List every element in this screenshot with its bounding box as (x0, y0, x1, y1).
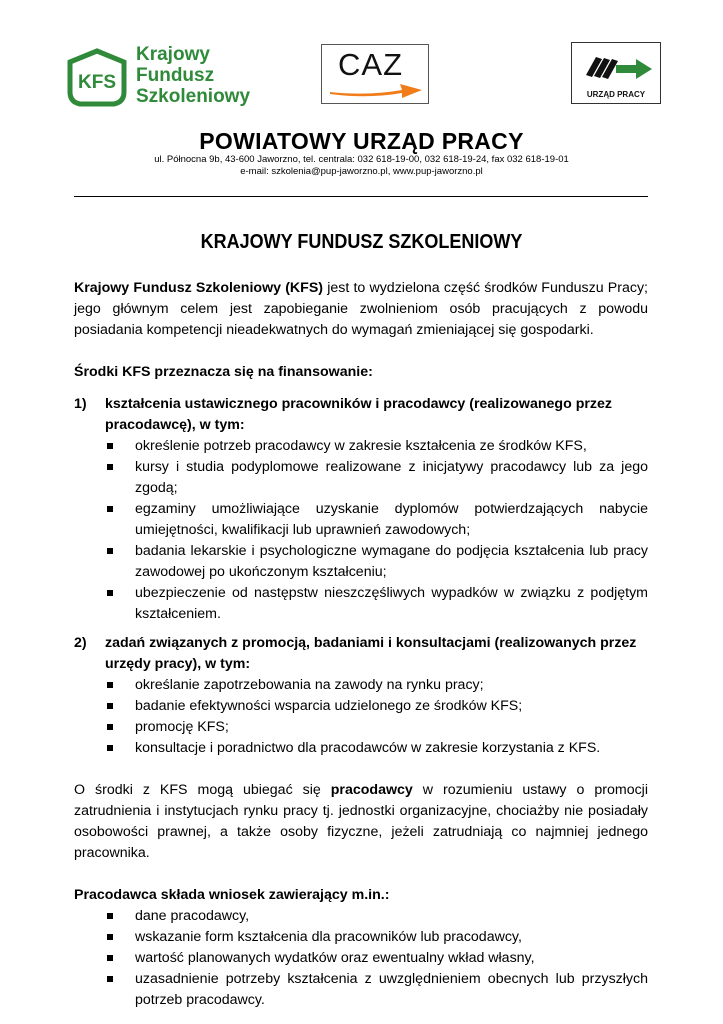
list-item: wartość planowanych wydatków oraz ewentualny wkład własny, (135, 948, 648, 969)
orange-arrow-icon (328, 81, 424, 99)
list-item: uzasadnienie potrzeby kształcenia z uwzględnieniem obecnych lub przyszłych potrzeb pracodawcy. (135, 969, 648, 1011)
list-item: badania lekarskie i psychologiczne wymagane do podjęcia kształcenia lub pracy zawodowej po ukończonym kształceniu; (135, 541, 648, 583)
document-title: KRAJOWY FUNDUSZ SZKOLENIOWY (200, 231, 523, 253)
office-title: POWIATOWY URZĄD PRACY (199, 128, 524, 154)
section-1-number: 1) (74, 396, 87, 412)
eligibility-before: O środki z KFS mogą ubiegać się (74, 782, 331, 798)
list-item: ubezpieczenie od następstw nieszczęśliwych wypadków w związku z podjętym kształceniem. (135, 583, 648, 625)
kfs-line-1: Krajowy (136, 44, 210, 65)
urzad-pracy-logo (571, 42, 661, 104)
logo-bar (0, 40, 723, 110)
eligibility-paragraph (74, 780, 648, 864)
urzad-pracy-emblem-icon (572, 45, 660, 89)
intro-rest: jest to wydzielona część środków Funduszu Pracy; jego głównym celem jest zapobieganie zwolnieniom osób pracujących z powodu posiadania kompetencji nieadekwatnych do wymagań zmieniającej się gospodarki. (74, 280, 648, 338)
document-body (74, 278, 648, 1011)
application-heading: Pracodawca składa wniosek zawierający m.in.: (74, 887, 390, 903)
kfs-badge-text: KFS (78, 72, 116, 93)
intro-paragraph (74, 278, 648, 341)
eligibility-after: w rozumieniu ustawy o promocji zatrudnienia i instytucjach rynku pracy tj. jednostki organizacyjne, chociażby nie posiadały osobowości prawnej, a także osoby fizyczne, jeżeli zatrudniają co najmniej jednego pracownika. (74, 782, 648, 861)
section-1-list (105, 436, 648, 625)
eligibility-bold: pracodawcy (330, 782, 413, 798)
list-item: promocję KFS; (135, 717, 648, 738)
list-item: konsultacje i poradnictwo dla pracodawców w zakresie korzystania z KFS. (135, 738, 648, 759)
application-list (74, 906, 648, 1011)
kfs-shield-icon (66, 48, 128, 108)
intro-bold: Krajowy Fundusz Szkoleniowy (KFS) (74, 280, 324, 296)
office-header (0, 128, 723, 178)
list-item: określenie potrzeb pracodawcy w zakresie kształcenia ze środków KFS, (135, 436, 648, 457)
urzad-pracy-caption: URZĄD PRACY (586, 90, 646, 99)
caz-logo (321, 44, 429, 104)
section-2-title: zadań związanych z promocją, badaniami i konsultacjami (realizowanych przez urzędy pracy), w tym: (105, 635, 637, 672)
office-address: ul. Północna 9b, 43-600 Jaworzno, tel. centrala: 032 618-19-00, 032 618-19-24, fax 032 618-19-01 (154, 154, 569, 165)
list-item: egzaminy umożliwiające uzyskanie dyplomów potwierdzających nabycie umiejętności, kwalifikacji lub uprawnień zawodowych; (135, 499, 648, 541)
list-item: badanie efektywności wsparcia udzielonego ze środków KFS; (135, 696, 648, 717)
section-1-title: kształcenia ustawicznego pracowników i pracodawcy (realizowanego przez pracodawcę), w tym: (105, 396, 612, 433)
section-2 (74, 633, 648, 759)
kfs-line-2: Fundusz (136, 65, 215, 86)
financing-heading: Środki KFS przeznacza się na finansowanie: (74, 364, 373, 380)
list-item: określanie zapotrzebowania na zawody na rynku pracy; (135, 675, 648, 696)
section-1 (74, 394, 648, 625)
kfs-wordmark (136, 44, 250, 107)
office-email: e-mail: szkolenia@pup-jaworzno.pl, www.pup-jaworzno.pl (240, 166, 483, 177)
header-divider (74, 196, 648, 197)
caz-text: CAZ (338, 47, 403, 82)
list-item: wskazanie form kształcenia dla pracowników lub pracodawcy, (135, 927, 648, 948)
kfs-logo (66, 44, 266, 108)
list-item: dane pracodawcy, (135, 906, 648, 927)
kfs-line-3: Szkoleniowy (136, 86, 251, 107)
list-item: kursy i studia podyplomowe realizowane z inicjatywy pracodawcy lub za jego zgodą; (135, 457, 648, 499)
section-2-list (105, 675, 648, 759)
section-2-number: 2) (74, 635, 87, 651)
